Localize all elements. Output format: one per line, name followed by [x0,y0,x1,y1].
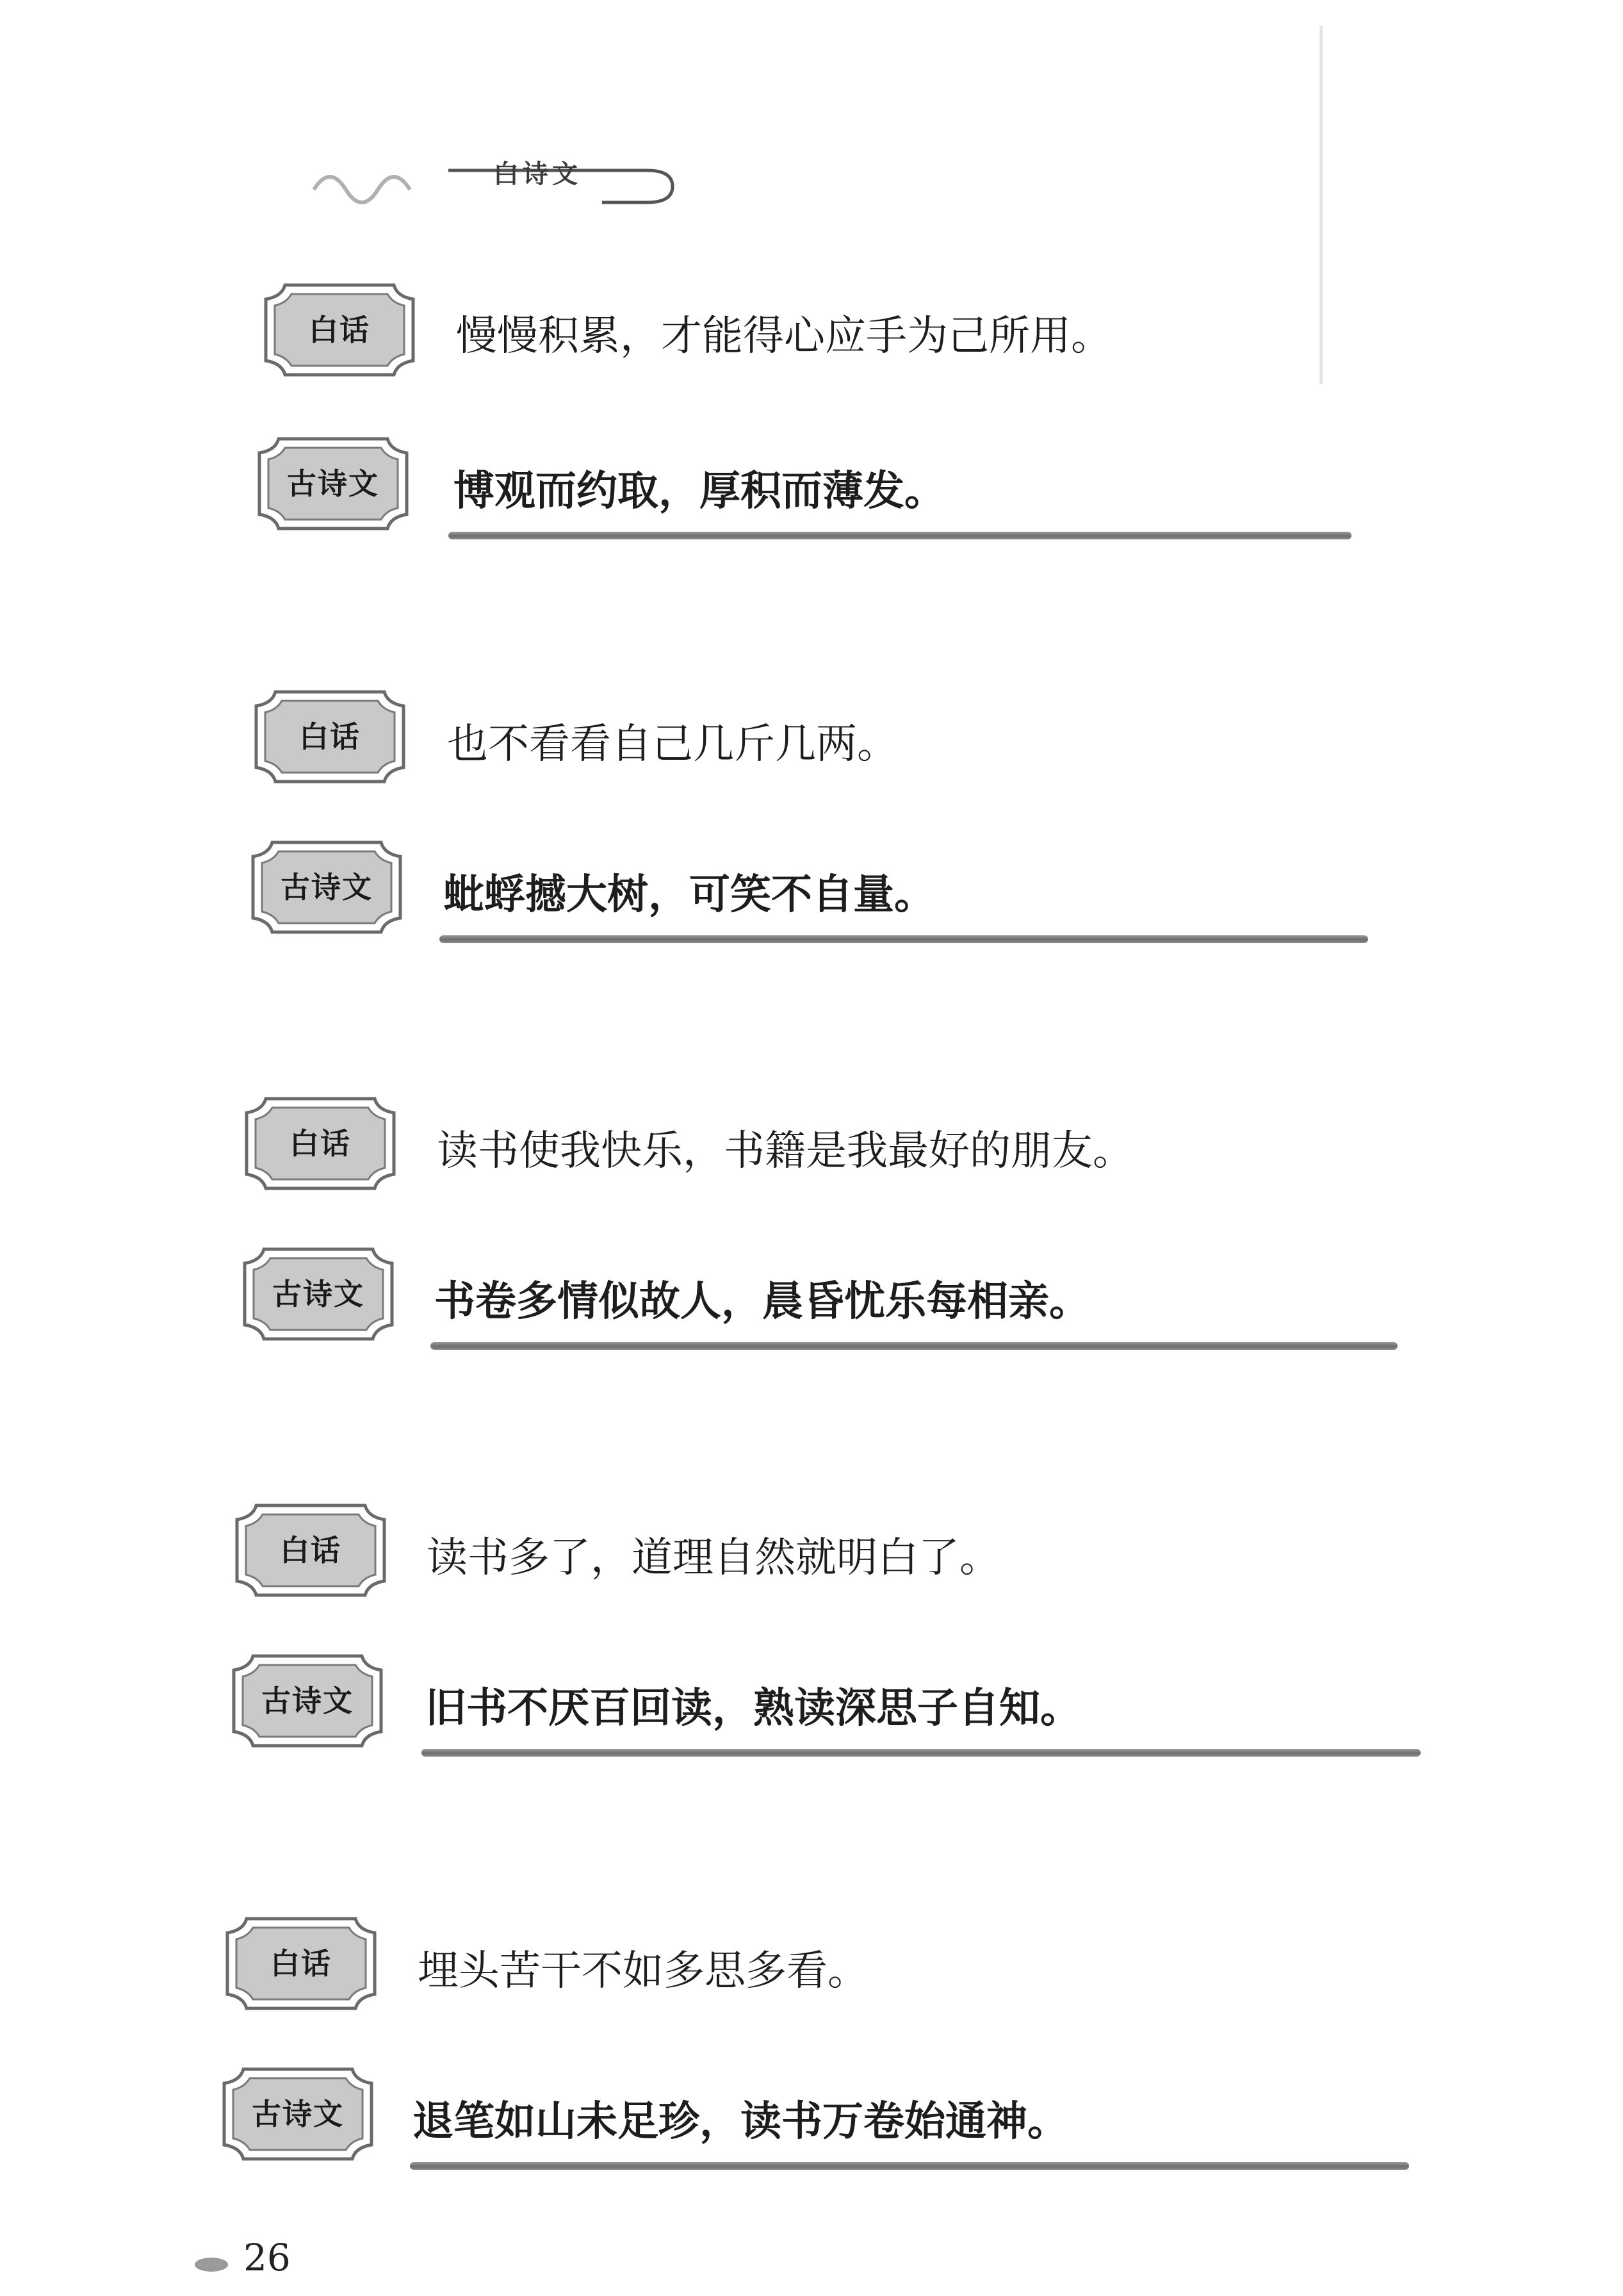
verse-pair [0,1496,1623,1778]
classical-badge [238,1243,398,1345]
vernacular-text: 埋头苦干不如多思多看。 [418,1948,869,1995]
classical-badge [247,836,407,939]
vernacular-label: 白话 [299,719,361,754]
underline-rule [439,935,1368,943]
underline-rule [421,1749,1421,1757]
vernacular-label: 白话 [280,1533,341,1568]
verse-pair [0,1089,1623,1371]
verse-pair [0,682,1623,964]
classical-text: 退笔如山未足珍，读书万卷始通神。 [412,2098,1068,2145]
classical-text: 博观而约取，厚积而薄发。 [453,468,945,515]
classical-badge [253,432,413,535]
classical-label: 古诗文 [261,1684,354,1718]
classical-label: 古诗文 [287,466,379,501]
vernacular-badge [231,1499,391,1602]
classical-label: 古诗文 [252,2097,344,2131]
vernacular-label: 白话 [309,313,370,347]
vernacular-badge [240,1092,400,1195]
classical-badge [227,1650,387,1752]
underline-rule [410,2162,1409,2170]
classical-badge [218,2063,378,2165]
underline-rule [448,532,1351,539]
classical-text: 蚍蜉撼大树，可笑不自量。 [443,871,935,919]
underline-rule [430,1342,1398,1350]
vernacular-badge [259,279,420,381]
vernacular-badge [250,685,410,788]
classical-label: 古诗文 [272,1277,364,1311]
verse-pair [0,275,1623,557]
vernacular-badge [221,1912,381,2015]
classical-label: 古诗文 [281,870,373,905]
classical-text: 旧书不厌百回读，熟读深思子自知。 [425,1685,1081,1732]
vernacular-label: 白话 [270,1946,332,1981]
leaf-ornament-icon [192,2255,231,2274]
page-header [301,145,698,215]
vernacular-label: 白话 [290,1126,351,1161]
page-number: 26 [243,2236,291,2279]
vernacular-text: 读书使我快乐，书籍是我最好的朋友。 [437,1128,1134,1175]
verse-pair [0,1909,1623,2191]
vernacular-text: 慢慢积累，才能得心应手为己所用。 [456,313,1112,360]
vernacular-text: 读书多了，道理自然就明白了。 [427,1534,1000,1582]
classical-text: 书卷多情似故人，晨昏忧乐每相亲。 [434,1278,1090,1325]
header-title: 白诗文 [493,160,582,189]
vernacular-text: 也不看看自己几斤几两。 [447,721,898,768]
